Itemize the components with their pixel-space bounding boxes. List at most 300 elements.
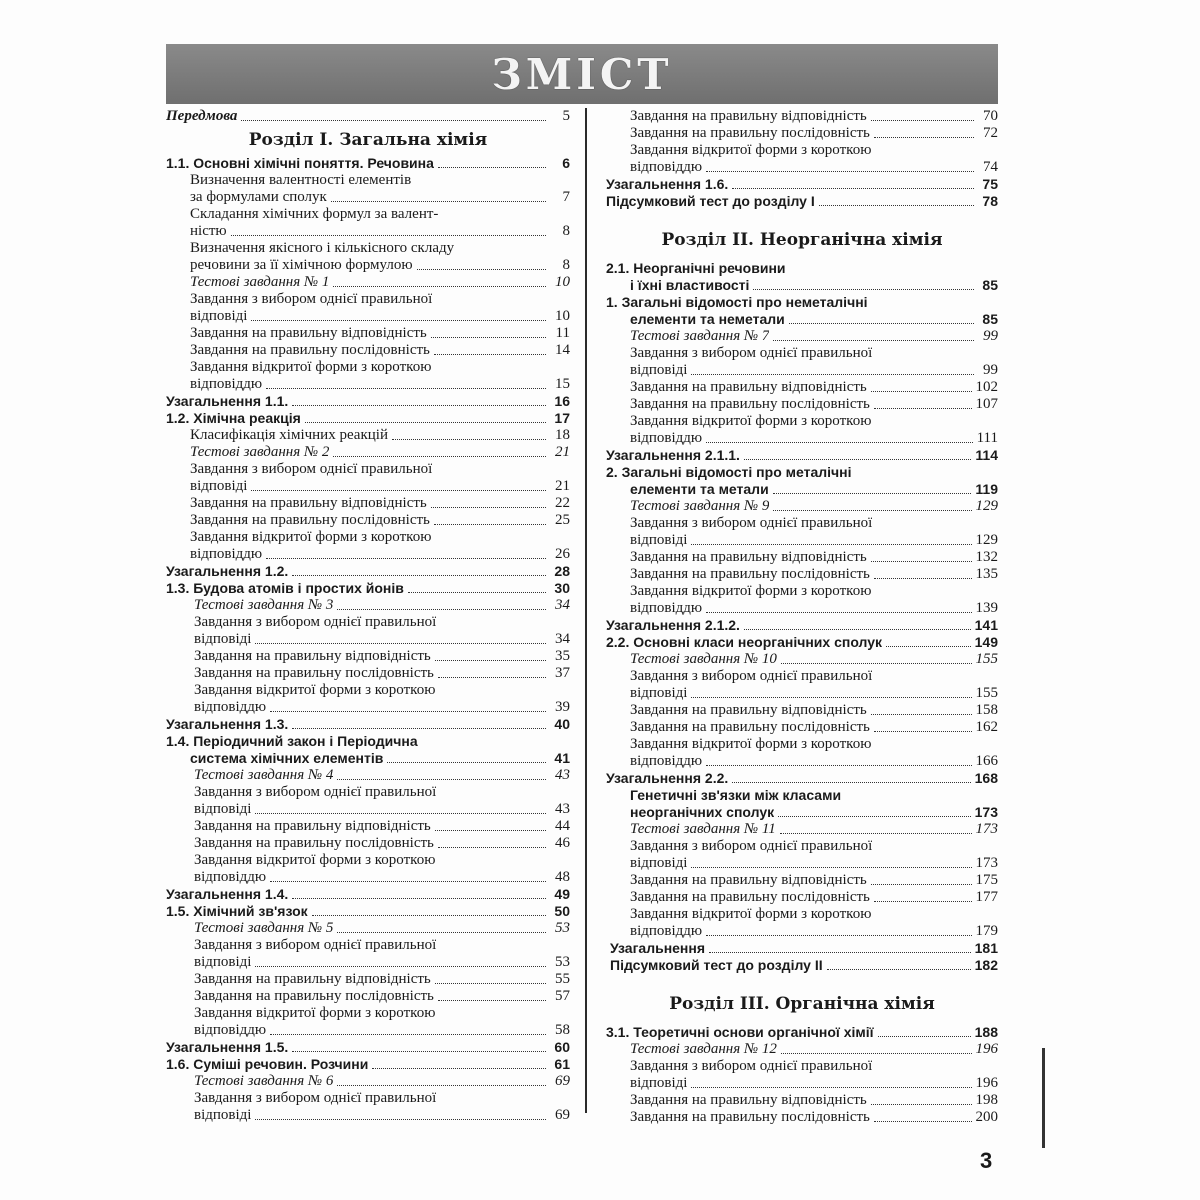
toc-entry [166, 580, 570, 597]
page-number: 3 [980, 1148, 993, 1173]
toc-entry [166, 563, 570, 580]
toc-entry-page: 25 [555, 512, 570, 528]
toc-entry-page: 119 [975, 481, 998, 497]
dot-leader [871, 884, 972, 885]
toc-entry-title: Підсумковий тест до розділу І [606, 193, 815, 209]
toc-entry-title: 1.4. Періодичний закон і Періодична [166, 733, 418, 749]
toc-entry-page: 39 [555, 699, 570, 715]
toc-entry-title: відповіддю [194, 699, 267, 715]
toc-entry-title: відповіддю [630, 923, 703, 939]
toc-entry [606, 549, 998, 566]
dot-leader [691, 867, 971, 868]
toc-entry-page: 46 [555, 835, 570, 851]
dot-leader [819, 205, 974, 206]
dot-leader [292, 728, 546, 729]
toc-entry-title: Завдання на правильну відповідність [630, 1092, 867, 1108]
toc-entry-title: Завдання з вибором однієї правильної [194, 1090, 437, 1106]
dot-leader [732, 188, 974, 189]
toc-entry [606, 379, 998, 396]
toc-entry [606, 362, 998, 379]
dot-leader [691, 697, 971, 698]
toc-entry [606, 923, 998, 940]
toc-entry [166, 886, 570, 903]
toc-entry-page: 166 [975, 753, 998, 769]
toc-entry-line [606, 906, 998, 923]
toc-entry-title: Завдання відкритої форми з короткою [194, 682, 436, 698]
dot-leader [709, 952, 971, 953]
toc-entry-line [166, 852, 570, 869]
toc-entry-title: відповіді [194, 801, 252, 817]
toc-entry [166, 478, 570, 495]
toc-entry-line [166, 172, 570, 189]
dot-leader [706, 765, 971, 766]
toc-entry-page: 14 [555, 342, 570, 358]
toc-entry-title: відповіді [194, 1107, 252, 1123]
dot-leader [292, 1051, 546, 1052]
toc-entry [166, 988, 570, 1005]
toc-entry-title: Тестові завдання № 5 [194, 920, 334, 936]
dot-leader [435, 830, 546, 831]
toc-entry-title: Завдання з вибором однієї правильної [194, 614, 437, 630]
toc-entry-title: Завдання на правильну відповідність [194, 648, 431, 664]
toc-entry [166, 818, 570, 835]
dot-leader [270, 1034, 546, 1035]
dot-leader [780, 833, 972, 834]
dot-leader [773, 493, 972, 494]
toc-entry [606, 1109, 998, 1126]
toc-entry [166, 920, 570, 937]
dot-leader [331, 201, 546, 202]
dot-leader [691, 374, 974, 375]
toc-entry-title: Завдання на правильну послідовність [630, 125, 870, 141]
toc-entry-line [606, 260, 998, 277]
dot-leader [255, 643, 546, 644]
dot-leader [871, 120, 974, 121]
toc-entry-title: Завдання відкритої форми з короткою [190, 529, 432, 545]
toc-entry [166, 274, 570, 291]
dot-leader [435, 660, 546, 661]
toc-entry-title: відповіді [630, 685, 688, 701]
dot-leader [431, 507, 546, 508]
toc-entry-title: Завдання з вибором однієї правильної [630, 345, 873, 361]
toc-entry-title: Завдання на правильну послідовність [194, 665, 434, 681]
toc-entry [166, 308, 570, 325]
toc-entry-page: 85 [982, 277, 998, 293]
toc-entry-page: 50 [554, 903, 570, 919]
toc-entry [606, 957, 998, 974]
dot-leader [753, 289, 974, 290]
toc-entry-title: Тестові завдання № 11 [630, 821, 776, 837]
toc-entry-line [166, 1005, 570, 1022]
toc-entry [606, 481, 998, 498]
toc-entry [606, 498, 998, 515]
toc-entry-page: 85 [982, 311, 998, 327]
toc-entry [606, 447, 998, 464]
toc-entry-page: 149 [974, 634, 998, 650]
dot-leader [337, 932, 546, 933]
toc-entry [166, 801, 570, 818]
toc-entry-title: Завдання на правильну послідовність [630, 889, 870, 905]
toc-entry-title: Генетичні зв'язки між класами [630, 787, 842, 803]
toc-entry-page: 28 [554, 563, 570, 579]
toc-entry-page: 6 [562, 155, 570, 171]
toc-entry [166, 376, 570, 393]
toc-entry-line [166, 733, 570, 750]
toc-entry-page: 58 [555, 1022, 570, 1038]
dot-leader [251, 490, 546, 491]
dot-leader [871, 391, 972, 392]
dot-leader [255, 966, 546, 967]
toc-entry [606, 1024, 998, 1041]
toc-entry-title: Завдання на правильну послідовність [190, 342, 430, 358]
toc-entry-title: неорганічних сполук [630, 804, 775, 820]
toc-entry-title: Завдання відкритої форми з короткою [630, 583, 872, 599]
toc-entry-title: Тестові завдання № 9 [630, 498, 770, 514]
dot-leader [874, 901, 972, 902]
toc-entry [166, 767, 570, 784]
toc-entry [606, 176, 998, 193]
toc-entry-title: Завдання відкритої форми з короткою [194, 852, 436, 868]
toc-entry-page: 43 [555, 767, 570, 783]
dot-leader [706, 171, 974, 172]
dot-leader [292, 575, 546, 576]
toc-entry-page: 69 [555, 1107, 570, 1123]
toc-entry-page: 35 [555, 648, 570, 664]
dot-leader [231, 235, 546, 236]
toc-entry-title: Узагальнення 1.2. [166, 563, 289, 579]
toc-entry-page: 78 [982, 193, 998, 209]
toc-entry-title: Визначення валентності елементів [190, 172, 412, 188]
toc-entry-line [606, 668, 998, 685]
toc-entry-page: 16 [554, 393, 570, 409]
dot-leader [871, 561, 972, 562]
toc-entry-title: Завдання відкритої форми з короткою [190, 359, 432, 375]
toc-entry-page: 196 [975, 1075, 998, 1091]
toc-entry-title: Завдання на правильну відповідність [194, 971, 431, 987]
toc-entry-title: відповіді [190, 308, 248, 324]
toc-entry-title: 1.3. Будова атомів і простих йонів [166, 580, 404, 596]
toc-entry-page: 41 [554, 750, 570, 766]
toc-entry-title: Визначення якісного і кількісного складу [190, 240, 455, 256]
dot-leader [871, 714, 972, 715]
toc-entry-page: 40 [554, 716, 570, 732]
toc-entry-title: відповіддю [190, 376, 263, 392]
toc-entry [166, 699, 570, 716]
toc-entry-page: 196 [975, 1041, 998, 1057]
toc-entry-line [606, 515, 998, 532]
toc-entry-page: 34 [555, 597, 570, 613]
toc-entry-page: 43 [555, 801, 570, 817]
toc-entry-title: елементи та неметали [630, 311, 785, 327]
toc-entry-page: 129 [975, 498, 998, 514]
dot-leader [270, 881, 546, 882]
toc-entry-title: речовини за її хімічною формулою [190, 257, 413, 273]
toc-entry-page: 55 [555, 971, 570, 987]
dot-leader [251, 320, 546, 321]
dot-leader [874, 1121, 972, 1122]
toc-entry-page: 7 [562, 189, 570, 205]
toc-entry [606, 889, 998, 906]
toc-entry-page: 173 [975, 821, 998, 837]
toc-entry [166, 597, 570, 614]
dot-leader [773, 510, 971, 511]
toc-entry-page: 158 [975, 702, 998, 718]
dot-leader [255, 813, 546, 814]
dot-leader [691, 1087, 971, 1088]
toc-entry-page: 111 [976, 430, 998, 446]
toc-entry-title: Завдання відкритої форми з короткою [630, 736, 872, 752]
toc-entry [166, 342, 570, 359]
toc-entry-title: Узагальнення 1.5. [166, 1039, 289, 1055]
dot-leader [392, 439, 546, 440]
dot-leader [333, 456, 546, 457]
toc-entry-title: Завдання з вибором однієї правильної [190, 291, 433, 307]
toc-entry-title: Завдання на правильну послідовність [194, 988, 434, 1004]
dot-leader [431, 337, 546, 338]
dot-leader [312, 915, 546, 916]
dot-leader [732, 782, 970, 783]
section-heading: Розділ ІІ. Неорганічна хімія [661, 230, 943, 250]
toc-entry [606, 940, 998, 957]
toc-entry [166, 631, 570, 648]
toc-entry-line [606, 1058, 998, 1075]
toc-entry-title: Завдання на правильну відповідність [630, 379, 867, 395]
toc-entry-title: Узагальнення 2.2. [606, 770, 729, 786]
toc-entry-title: Завдання відкритої форми з короткою [630, 906, 872, 922]
toc-entry-title: 1.5. Хімічний зв'язок [166, 903, 308, 919]
toc-entry-line [606, 142, 998, 159]
toc-entry-title: Завдання на правильну послідовність [630, 396, 870, 412]
toc-entry [606, 702, 998, 719]
toc-entry-line [606, 583, 998, 600]
section-heading: Розділ І. Загальна хімія [248, 130, 488, 150]
toc-entry-title: 3.1. Теоретичні основи органічної хімії [606, 1024, 874, 1040]
toc-entry [166, 257, 570, 274]
dot-leader [333, 286, 546, 287]
toc-entry-line [166, 240, 570, 257]
toc-entry-title: Завдання на правильну послідовність [630, 719, 870, 735]
toc-entry-line [166, 291, 570, 308]
toc-entry [606, 311, 998, 328]
toc-entry [606, 821, 998, 838]
toc-entry-title: Завдання відкритої форми з короткою [194, 1005, 436, 1021]
toc-entry [166, 223, 570, 240]
toc-entry-page: 162 [975, 719, 998, 735]
toc-entry [166, 954, 570, 971]
toc-entry-page: 173 [974, 804, 998, 820]
toc-entry-page: 53 [555, 920, 570, 936]
toc-entry-title: Завдання на правильну послідовність [190, 512, 430, 528]
toc-entry-page: 22 [555, 495, 570, 511]
toc-entry-title: Тестові завдання № 4 [194, 767, 334, 783]
toc-entry-page: 34 [555, 631, 570, 647]
dot-leader [874, 408, 972, 409]
dot-leader [438, 1000, 546, 1001]
toc-entry-page: 21 [555, 444, 570, 460]
toc-entry-page: 10 [555, 308, 570, 324]
toc-entry-title: Узагальнення 1.1. [166, 393, 289, 409]
toc-entry-title: відповіді [630, 362, 688, 378]
toc-entry [166, 546, 570, 563]
dot-leader [886, 646, 971, 647]
toc-entry-line [606, 787, 998, 804]
toc-entry-page: 70 [983, 108, 998, 124]
toc-entry [166, 393, 570, 410]
toc-entry-line [606, 345, 998, 362]
dot-leader [292, 405, 546, 406]
dot-leader [706, 612, 971, 613]
toc-entry-line [606, 736, 998, 753]
dot-leader [417, 269, 546, 270]
toc-title-banner [166, 44, 998, 104]
toc-entry [166, 716, 570, 733]
toc-entry [606, 159, 998, 176]
toc-entry-page: 99 [983, 328, 998, 344]
toc-entry-title: Тестові завдання № 12 [630, 1041, 777, 1057]
toc-entry-title: відповіддю [630, 159, 703, 175]
toc-entry-page: 75 [982, 176, 998, 192]
toc-entry-page: 168 [974, 770, 998, 786]
toc-entry-page: 99 [983, 362, 998, 378]
toc-entry-page: 48 [555, 869, 570, 885]
toc-entry-page: 155 [975, 651, 998, 667]
toc-entry-title: Класифікація хімічних реакцій [190, 427, 388, 443]
toc-entry [166, 108, 570, 125]
toc-entry-title: відповіді [194, 631, 252, 647]
dot-leader [337, 609, 546, 610]
toc-entry-line [166, 206, 570, 223]
toc-entry [166, 971, 570, 988]
toc-entry-title: Завдання на правильну відповідність [194, 818, 431, 834]
toc-entry-line [166, 682, 570, 699]
toc-entry-title: відповіді [190, 478, 248, 494]
toc-entry-title: Тестові завдання № 2 [190, 444, 330, 460]
toc-entry-line [166, 461, 570, 478]
toc-entry-page: 114 [975, 447, 998, 463]
toc-entry-line [166, 529, 570, 546]
toc-entry-title: Завдання з вибором однієї правильної [194, 937, 437, 953]
dot-leader [438, 847, 546, 848]
toc-entry-title: 2.2. Основні класи неорганічних сполук [606, 634, 883, 650]
toc-entry [606, 804, 998, 821]
toc-entry [606, 396, 998, 413]
toc-entry [606, 566, 998, 583]
toc-entry-title: Завдання з вибором однієї правильної [630, 668, 873, 684]
toc-entry-title: відповіддю [194, 869, 267, 885]
toc-entry-title: відповіддю [630, 430, 703, 446]
dot-leader [773, 340, 974, 341]
dot-leader [706, 442, 972, 443]
toc-entry-page: 18 [555, 427, 570, 443]
toc-entry [166, 648, 570, 665]
toc-entry-title: ністю [190, 223, 227, 239]
toc-entry-title: Завдання на правильну відповідність [630, 549, 867, 565]
toc-entry-title: Тестові завдання № 6 [194, 1073, 334, 1089]
toc-entry-page: 8 [562, 223, 570, 239]
toc-entry-title: відповіддю [190, 546, 263, 562]
toc-entry-line [166, 614, 570, 631]
toc-entry-title: за формулами сполук [190, 189, 327, 205]
dot-leader [827, 969, 971, 970]
toc-entry-title: Завдання на правильну послідовність [630, 1109, 870, 1125]
toc-entry-page: 15 [555, 376, 570, 392]
toc-entry-title: відповіді [630, 532, 688, 548]
column-divider [585, 108, 587, 1113]
toc-entry-page: 17 [554, 410, 570, 426]
toc-entry-title: Завдання з вибором однієї правильної [630, 515, 873, 531]
toc-entry [166, 869, 570, 886]
dot-leader [255, 1119, 546, 1120]
toc-entry-page: 30 [554, 580, 570, 596]
dot-leader [874, 137, 974, 138]
toc-entry [166, 903, 570, 920]
toc-entry [166, 427, 570, 444]
toc-entry-title: відповіді [630, 1075, 688, 1091]
toc-entry-page: 69 [555, 1073, 570, 1089]
toc-entry-page: 10 [555, 274, 570, 290]
dot-leader [387, 762, 546, 763]
dot-leader [408, 592, 546, 593]
toc-entry-title: Завдання з вибором однієї правильної [190, 461, 433, 477]
dot-leader [372, 1068, 546, 1069]
toc-entry-title: Тестові завдання № 1 [190, 274, 330, 290]
toc-entry [606, 1075, 998, 1092]
toc-entry [606, 753, 998, 770]
dot-leader [438, 167, 546, 168]
toc-entry [606, 600, 998, 617]
toc-entry-title: Передмова [166, 108, 238, 124]
toc-entry-page: 179 [975, 923, 998, 939]
toc-entry-page: 49 [554, 886, 570, 902]
toc-entry-page: 21 [555, 478, 570, 494]
dot-leader [781, 1053, 972, 1054]
toc-entry-title: Завдання на правильну відповідність [630, 702, 867, 718]
dot-leader [691, 544, 971, 545]
dot-leader [781, 663, 972, 664]
toc-entry-title: 1. Загальні відомості про неметалічні [606, 294, 868, 310]
toc-entry-page: 177 [975, 889, 998, 905]
toc-entry-page: 198 [975, 1092, 998, 1108]
toc-entry [166, 835, 570, 852]
toc-entry-page: 53 [555, 954, 570, 970]
dot-leader [241, 120, 546, 121]
toc-entry [606, 855, 998, 872]
toc-entry-page: 139 [975, 600, 998, 616]
toc-entry-page: 61 [554, 1056, 570, 1072]
toc-entry-title: Завдання на правильну відповідність [630, 108, 867, 124]
toc-entry-page: 132 [975, 549, 998, 565]
toc-entry-line [606, 294, 998, 311]
toc-entry-page: 57 [555, 988, 570, 1004]
toc-entry [166, 1039, 570, 1056]
toc-entry [606, 719, 998, 736]
dot-leader [434, 354, 546, 355]
toc-entry-page: 60 [554, 1039, 570, 1055]
toc-entry-title: Завдання з вибором однієї правильної [194, 784, 437, 800]
toc-entry-page: 107 [975, 396, 998, 412]
dot-leader [266, 388, 546, 389]
toc-entry [606, 770, 998, 787]
toc-right-column [606, 108, 998, 1126]
dot-leader [337, 1085, 546, 1086]
toc-entry-title: Узагальнення 2.1.1. [606, 447, 740, 463]
toc-entry [166, 189, 570, 206]
dot-leader [292, 898, 546, 899]
toc-entry-page: 44 [555, 818, 570, 834]
toc-entry-line [166, 937, 570, 954]
toc-entry-page: 188 [974, 1024, 998, 1040]
toc-entry-title: Завдання з вибором однієї правильної [630, 1058, 873, 1074]
